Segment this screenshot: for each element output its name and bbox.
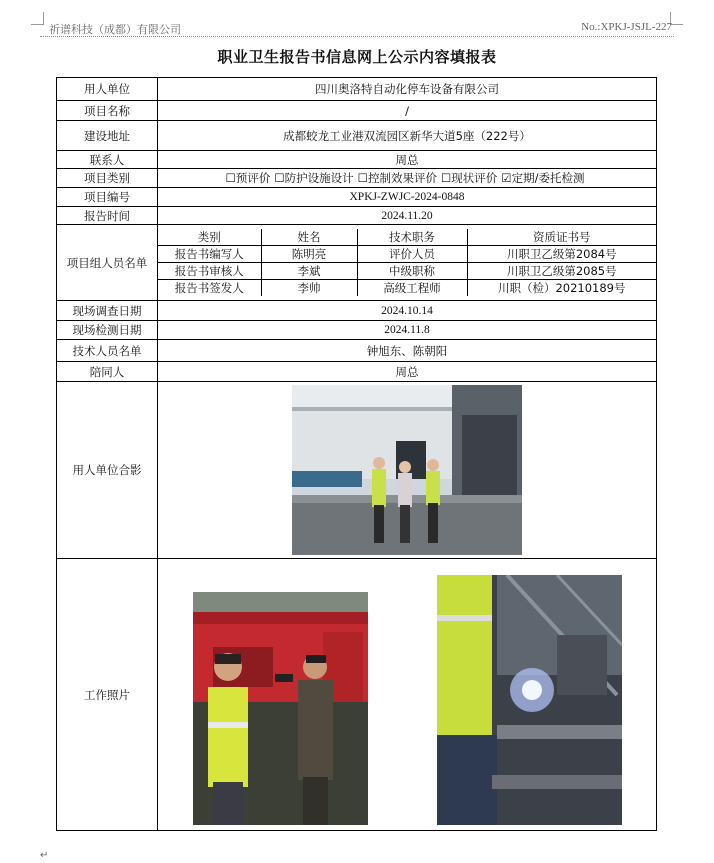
- address-label: 建设地址: [57, 121, 158, 151]
- contact-value: 周总: [158, 151, 657, 169]
- companion-value: 周总: [158, 362, 657, 382]
- team-name: 李斌: [261, 263, 357, 280]
- technicians-value: 钟旭东、陈朝阳: [158, 340, 657, 362]
- category-label: 项目类别: [57, 169, 158, 188]
- category-option-label: 控制效果评价: [367, 171, 437, 185]
- team-role: 报告书编写人: [158, 246, 261, 263]
- test-date-value: 2024.11.8: [158, 321, 657, 340]
- work-photo-label: 工作照片: [57, 559, 158, 831]
- technicians-label: 技术人员名单: [57, 340, 158, 362]
- checkbox-icon[interactable]: ☐: [225, 171, 236, 185]
- companion-label: 陪同人: [57, 362, 158, 382]
- table-row: [158, 263, 656, 280]
- checkbox-icon[interactable]: ☐: [440, 171, 452, 185]
- group-photo: [292, 385, 522, 555]
- team-cert: 川职（检）20210189号: [467, 280, 656, 297]
- team-title: 高级工程师: [357, 280, 467, 297]
- report-time-value: 2024.11.20: [158, 207, 657, 225]
- team-role: 报告书签发人: [158, 280, 261, 297]
- team-header-row: [158, 229, 656, 246]
- team-title: 评价人员: [357, 246, 467, 263]
- team-header-role: 类别: [158, 229, 261, 246]
- project-name-value: /: [158, 101, 657, 121]
- header-divider: [40, 36, 674, 37]
- category-option-label: 现状评价: [451, 171, 498, 185]
- header-doc-number: No.:XPKJ-JSJL-227: [581, 21, 672, 33]
- team-cert: 川职卫乙级第2084号: [467, 246, 656, 263]
- header-company: 祈谱科技（成都）有限公司: [49, 23, 181, 36]
- group-photo-label: 用人单位合影: [57, 382, 158, 559]
- team-table-cell: [158, 225, 657, 301]
- team-header-title: 技术职务: [357, 229, 467, 246]
- category-option[interactable]: [358, 171, 437, 185]
- checkbox-checked-icon[interactable]: ☑: [501, 171, 512, 185]
- paragraph-mark: ↵: [40, 850, 49, 861]
- crop-mark-top-left: [31, 12, 44, 25]
- team-table: [158, 229, 656, 296]
- category-option[interactable]: [274, 171, 353, 185]
- category-option[interactable]: [441, 171, 497, 185]
- team-role: 报告书审核人: [158, 263, 261, 280]
- team-header-cert: 资质证书号: [467, 229, 656, 246]
- work-photo-cell: [158, 559, 657, 831]
- team-cert: 川职卫乙级第2085号: [467, 263, 656, 280]
- team-name: 陈明亮: [261, 246, 357, 263]
- contact-label: 联系人: [57, 151, 158, 169]
- project-no-label: 项目编号: [57, 188, 158, 207]
- team-title: 中级职称: [357, 263, 467, 280]
- team-label: 项目组人员名单: [57, 225, 158, 301]
- checkbox-icon[interactable]: ☐: [274, 171, 285, 185]
- test-date-label: 现场检测日期: [57, 321, 158, 340]
- checkbox-icon[interactable]: ☐: [357, 171, 368, 185]
- category-options: [158, 169, 657, 188]
- project-no-value: XPKJ-ZWJC-2024-0848: [158, 188, 657, 207]
- report-time-label: 报告时间: [57, 207, 158, 225]
- group-photo-cell: [158, 382, 657, 559]
- employer-label: 用人单位: [57, 78, 158, 101]
- category-option-label: 防护设施设计: [284, 171, 354, 185]
- page-title: 职业卫生报告书信息网上公示内容填报表: [217, 48, 497, 66]
- work-photo-laser-machine: [193, 592, 368, 825]
- work-photo-welding: [437, 575, 622, 825]
- address-value: 成都蛟龙工业港双流园区新华大道5座（222号）: [158, 121, 657, 151]
- category-option[interactable]: [226, 171, 271, 185]
- team-name: 李帅: [261, 280, 357, 297]
- team-header-name: 姓名: [261, 229, 357, 246]
- category-option[interactable]: [501, 171, 584, 185]
- category-option-label: 预评价: [235, 171, 271, 185]
- category-option-label: 定期/委托检测: [511, 171, 585, 185]
- survey-date-value: 2024.10.14: [158, 301, 657, 321]
- table-row: [158, 280, 656, 297]
- project-name-label: 项目名称: [57, 101, 158, 121]
- survey-date-label: 现场调查日期: [57, 301, 158, 321]
- table-row: [158, 246, 656, 263]
- employer-value: 四川奥洛特自动化停车设备有限公司: [158, 78, 657, 101]
- info-form-table: [56, 77, 657, 831]
